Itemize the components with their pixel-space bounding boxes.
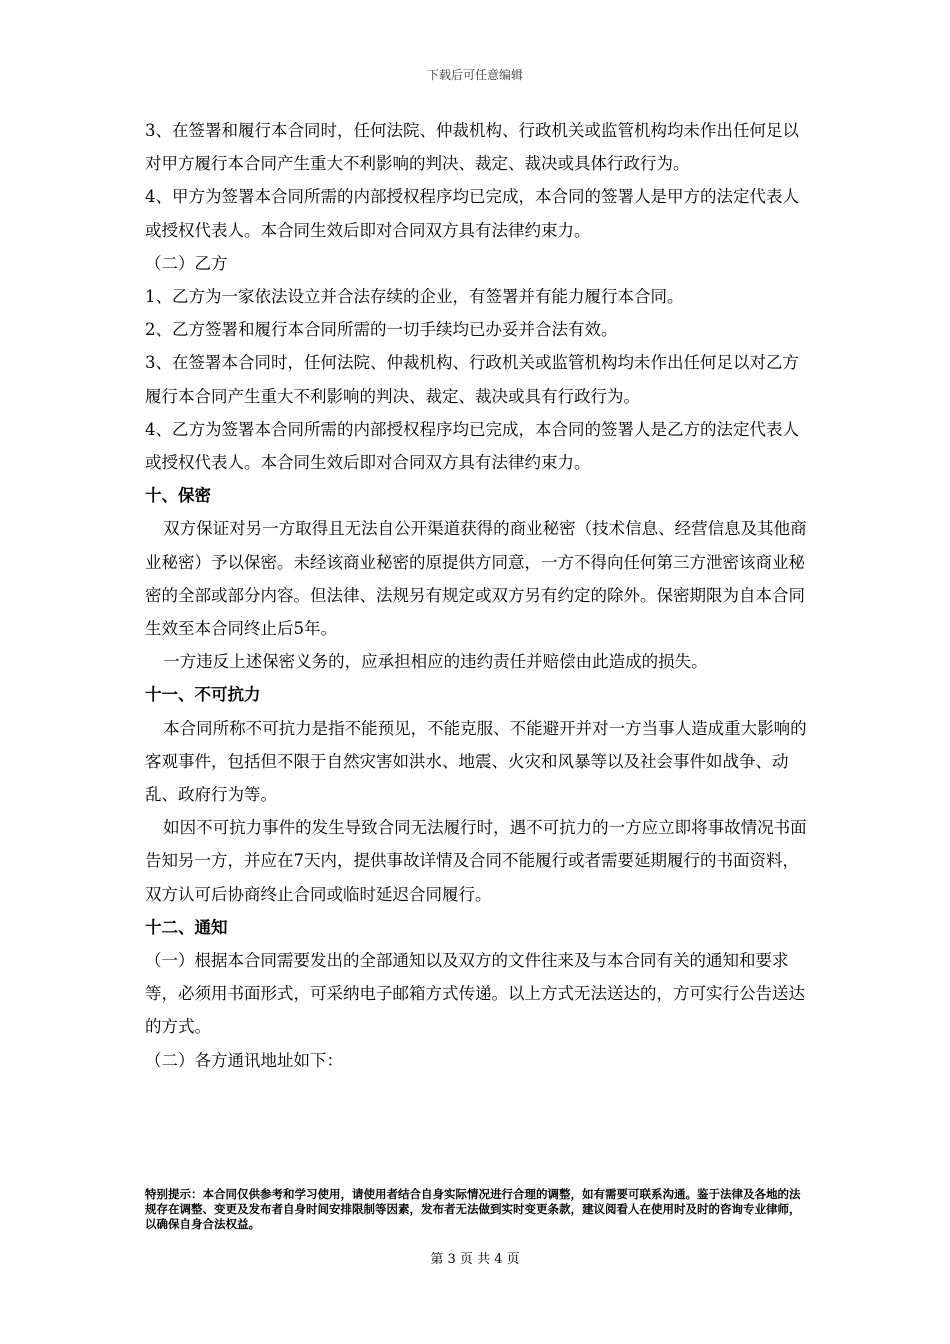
force-majeure-paragraph-1: 本合同所称不可抗力是指不能预见，不能克服、不能避开并对一方当事人造成重大影响的客观事件，包括但不限于自然灾害如洪水、地震、火灾和风暴等以及社会事件如战争、动乱、政府行为等。 xyxy=(145,718,807,805)
section-heading-confidentiality: 十、保密 xyxy=(145,486,211,506)
subheading-party-b: （二）乙方 xyxy=(145,253,228,273)
section-heading-force-majeure: 十一、不可抗力 xyxy=(145,685,261,705)
clause-b3: 3、在签署本合同时，任何法院、仲裁机构、行政机关或监管机构均未作出任何足以对乙方履行本合同产生重大不利影响的判决、裁定、裁决或具有行政行为。 xyxy=(145,353,799,406)
confidentiality-paragraph-2: 一方违反上述保密义务的，应承担相应的违约责任并赔偿由此造成的损失。 xyxy=(163,652,708,672)
page-header: 下载后可任意编辑 xyxy=(426,68,523,82)
notice-clause-2: （二）各方通讯地址如下： xyxy=(145,1050,343,1070)
clause-b2: 2、乙方签署和履行本合同所需的一切手续均已办妥并合法有效。 xyxy=(145,320,618,340)
special-notice: 特别提示：本合同仅供参考和学习使用，请使用者结合自身实际情况进行合理的调整，如有需要可联系沟通。鉴于法律及各地的法规存在调整、变更及发布者自身时间安排限制等因素，发布者无法做到实时变更条款，建议阅看人在使用时及时的咨询专业律师，以确保自身合法权益。 xyxy=(145,1187,801,1231)
clause-b4: 4、乙方为签署本合同所需的内部授权程序均已完成，本合同的签署人是乙方的法定代表人或授权代表人。本合同生效后即对合同双方具有法律约束力。 xyxy=(145,419,799,473)
notice-clause-1: （一）根据本合同需要发出的全部通知以及双方的文件往来及与本合同有关的通知和要求等，必须用书面形式，可采纳电子邮箱方式传递。以上方式无法送达的，方可实行公告送达的方式。 xyxy=(145,951,805,1037)
force-majeure-paragraph-2: 如因不可抗力事件的发生导致合同无法履行时，遇不可抗力的一方应立即将事故情况书面告知另一方，并应在7天内，提供事故详情及合同不能履行或者需要延期履行的书面资料，双方认可后协商终止合同或临时延迟合同履行。 xyxy=(145,818,807,904)
document-body xyxy=(145,114,809,1077)
page-number: 第 3 页 共 4 页 xyxy=(430,1252,520,1267)
section-heading-notice: 十二、通知 xyxy=(145,917,228,937)
clause-b1: 1、乙方为一家依法设立并合法存续的企业，有签署并有能力履行本合同。 xyxy=(145,287,684,307)
confidentiality-paragraph-1: 双方保证对另一方取得且无法自公开渠道获得的商业秘密（技术信息、经营信息及其他商业秘密）予以保密。未经该商业秘密的原提供方同意，一方不得向任何第三方泄密该商业秘密的全部或部分内容。但法律、法规另有规定或双方另有约定的除外。保密期限为自本合同生效至本合同终止后5年。 xyxy=(145,519,807,639)
clause-a4: 4、甲方为签署本合同所需的内部授权程序均已完成，本合同的签署人是甲方的法定代表人或授权代表人。本合同生效后即对合同双方具有法律约束力。 xyxy=(145,187,799,240)
clause-a3: 3、在签署和履行本合同时，任何法院、仲裁机构、行政机关或监管机构均未作出任何足以对甲方履行本合同产生重大不利影响的判决、裁定、裁决或具体行政行为。 xyxy=(145,121,799,174)
